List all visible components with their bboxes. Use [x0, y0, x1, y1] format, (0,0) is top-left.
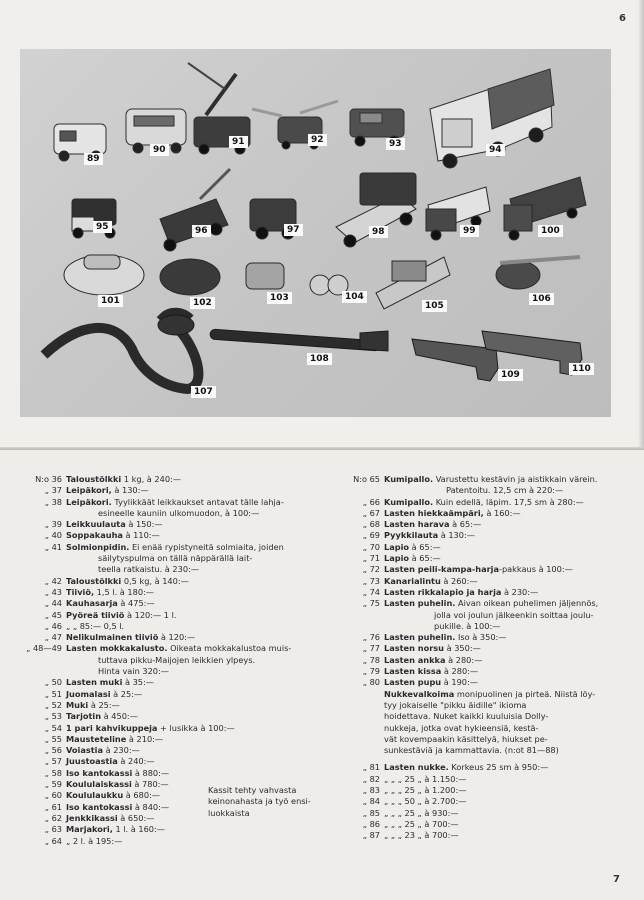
list-item-continued: pukille. à 100:— — [434, 620, 501, 631]
doll-row: „ 83 „ „ „ 25 „ à 1.200:— — [362, 785, 467, 796]
tag-96: 96 — [192, 225, 211, 237]
bags-note: Kassit tehty vahvasta keinonahasta ja työ ensi-luokkaista — [208, 785, 311, 818]
left-product-list — [18, 474, 316, 847]
list-item: N:o 65 Kumipallo. Varustettu kestävin ja aistikkain värein. — [353, 474, 598, 484]
list-item: „ 56 Voiastia à 230:— — [44, 745, 140, 756]
list-item: N:o 36 Taloustölkki 1 kg, à 240:— — [35, 474, 181, 484]
doll-row: „ 85 „ „ „ 25 „ à 930:— — [362, 807, 459, 818]
tag-105: 105 — [422, 300, 447, 312]
list-item: „ 43 Tiiviö, 1,5 l. à 180:— — [44, 586, 154, 597]
list-item: „ 64 „ 2 l. à 195:— — [44, 835, 123, 846]
list-item: „ 54 1 pari kahvikuppeja + lusikka à 100:— — [44, 722, 235, 733]
list-item: „ 57 Juustoastia à 240:— — [44, 756, 155, 767]
tag-93: 93 — [386, 138, 405, 150]
list-item: „ 46 „ „ 85:— 0,5 l. — [44, 620, 125, 631]
list-item: „ 58 Iso kantokassi à 880:— — [44, 767, 170, 778]
list-item: „ 77 Lasten norsu à 350:— — [362, 643, 481, 654]
list-item: „ 63 Marjakori, 1 l. à 160:— — [44, 824, 165, 835]
tag-89: 89 — [84, 153, 103, 165]
doll-row: „ 84 „ „ „ 50 „ à 2.700:— — [362, 796, 467, 807]
list-item-continued: tuttava pikku-Maijojen leikkien ylpeys. — [98, 654, 256, 665]
list-item: „ 53 Tarjotin à 450:— — [44, 711, 138, 722]
list-item: Nukkevalkoima monipuolinen ja pirteä. Niistä löy- — [384, 688, 596, 699]
doll-row: „ 87 „ „ „ 23 „ à 700:— — [362, 830, 459, 841]
list-item: „ 69 Pyykkilauta à 130:— — [362, 530, 475, 541]
tag-102: 102 — [190, 297, 215, 309]
list-item: „ 40 Soppakauha à 110:— — [44, 530, 160, 541]
doll-row: „ 81 Lasten nukke. Korkeus 25 sm à 950:— — [362, 762, 549, 773]
list-item: „ 47 Nelikulmainen tiiviö à 120:— — [44, 632, 196, 643]
list-item: „ 80 Lasten pupu à 190:— — [362, 677, 478, 688]
tag-95: 95 — [93, 221, 112, 233]
list-item-continued: säilytyspulma on tällä näppärällä lait- — [98, 553, 253, 564]
doll-row: „ 86 „ „ „ 25 „ à 700:— — [362, 818, 459, 829]
list-item: „ 75 Lasten puhelin. Aivan oikean puhelimen jäljennös, — [362, 598, 599, 609]
tag-108: 108 — [307, 353, 332, 365]
tag-107: 107 — [191, 386, 216, 398]
page-number-top: 6 — [619, 13, 626, 24]
doll-row: „ 82 „ „ „ 25 „ à 1.150:— — [362, 773, 467, 784]
list-item: „ 60 Koululaukku à 680:— — [44, 790, 160, 801]
list-item: „ 70 Lapio à 65:— — [362, 541, 441, 552]
list-item-continued: nukkeja, jotka ovat hykieensiä, kestä- — [384, 722, 539, 733]
tag-106: 106 — [529, 293, 554, 305]
list-item: „ 41 Solmionpidin. Ei enää rypistyneitä solmiaita, joiden — [44, 541, 284, 552]
list-item: „ 59 Koululaiskassi à 780:— — [44, 779, 169, 790]
tag-91: 91 — [229, 136, 248, 148]
tag-98: 98 — [369, 226, 388, 238]
page-number-bottom: 7 — [613, 874, 620, 885]
list-item-continued: tyy jokaiselle "pikku äidille" ikioma — [384, 699, 527, 710]
tag-90: 90 — [150, 144, 169, 156]
list-item: „ 44 Kauhasarja à 475:— — [44, 598, 155, 609]
list-item: „ 62 Jenkkikassi à 650:— — [44, 812, 155, 823]
tag-109: 109 — [498, 369, 523, 381]
list-item: „ 55 Mausteteline à 210:— — [44, 733, 164, 744]
toy-photo — [20, 49, 611, 417]
list-item: „ 79 Lasten kissa à 280:— — [362, 666, 479, 677]
tag-97: 97 — [284, 224, 303, 236]
list-item: „ 71 Lapio à 65:— — [362, 553, 441, 564]
list-item: „ 68 Lasten harava à 65:— — [362, 519, 482, 530]
list-item: „ 67 Lasten hiekkaämpäri, à 160:— — [362, 507, 521, 518]
list-item: „ 66 Kumipallo. Kuin edellä, läpim. 17,5 sm à 280:— — [362, 496, 584, 507]
list-item-continued: hoidettava. Nuket kaikki kuuluisia Dolly- — [384, 711, 549, 722]
list-item-continued: sunkestäviä ja kammattavia. (n:ot 81—88) — [384, 745, 559, 756]
tag-104: 104 — [342, 291, 367, 303]
list-item: „ 45 Pyöreä tiiviö à 120:— 1 l. — [44, 609, 177, 620]
list-item: „ 78 Lasten ankka à 280:— — [362, 654, 483, 665]
tag-92: 92 — [308, 134, 327, 146]
list-item-continued: Hinta vain 320:— — [98, 666, 169, 677]
tag-94: 94 — [486, 144, 505, 156]
right-product-list — [336, 474, 624, 842]
list-item-continued: Patentoitu. 12,5 cm à 220:— — [446, 485, 564, 496]
tag-110: 110 — [569, 363, 594, 375]
list-item: „ 51 Juomalasi à 25:— — [44, 688, 143, 699]
list-item: „ 42 Taloustölkki 0,5 kg, à 140:— — [44, 575, 189, 586]
list-item: „ 72 Lasten peili-kampa-harja-pakkaus à 100:— — [362, 564, 573, 575]
list-item: „ 38 Leipäkori. Tyylikkäät leikkaukset antavat tälle lahja- — [44, 496, 284, 507]
tag-99: 99 — [460, 225, 479, 237]
list-item-continued: vät kovempaakin käsittelyä, hiukset pe- — [384, 733, 548, 744]
list-item-continued: esineelle kauniin ulkomuodon, à 100:— — [98, 507, 260, 518]
list-item: „ 61 Iso kantokassi à 840:— — [44, 801, 170, 812]
list-item: „ 52 Muki à 25:— — [44, 699, 120, 710]
list-item-continued: teella ratkaistu. à 230:— — [98, 564, 200, 575]
list-item: „ 39 Leikkuulauta à 150:— — [44, 519, 163, 530]
list-item: „ 74 Lasten rikkalapio ja harja à 230:— — [362, 586, 539, 597]
list-item: „ 37 Leipäkori, à 130:— — [44, 485, 149, 496]
list-item-continued: jolla voi joulun jälkeenkin soittaa joulu- — [434, 609, 594, 620]
tag-100: 100 — [538, 225, 563, 237]
tag-101: 101 — [98, 295, 123, 307]
list-item: „ 50 Lasten muki à 35:— — [44, 677, 154, 688]
list-item: „ 76 Lasten puhelin. Iso à 350:— — [362, 632, 507, 643]
tag-103: 103 — [267, 292, 292, 304]
list-item: „ 73 Kanarialintu à 260:— — [362, 575, 478, 586]
list-item: „ 48—49 Lasten mokkakalusto. Oikeata mokkakalustoa muis- — [26, 643, 292, 654]
